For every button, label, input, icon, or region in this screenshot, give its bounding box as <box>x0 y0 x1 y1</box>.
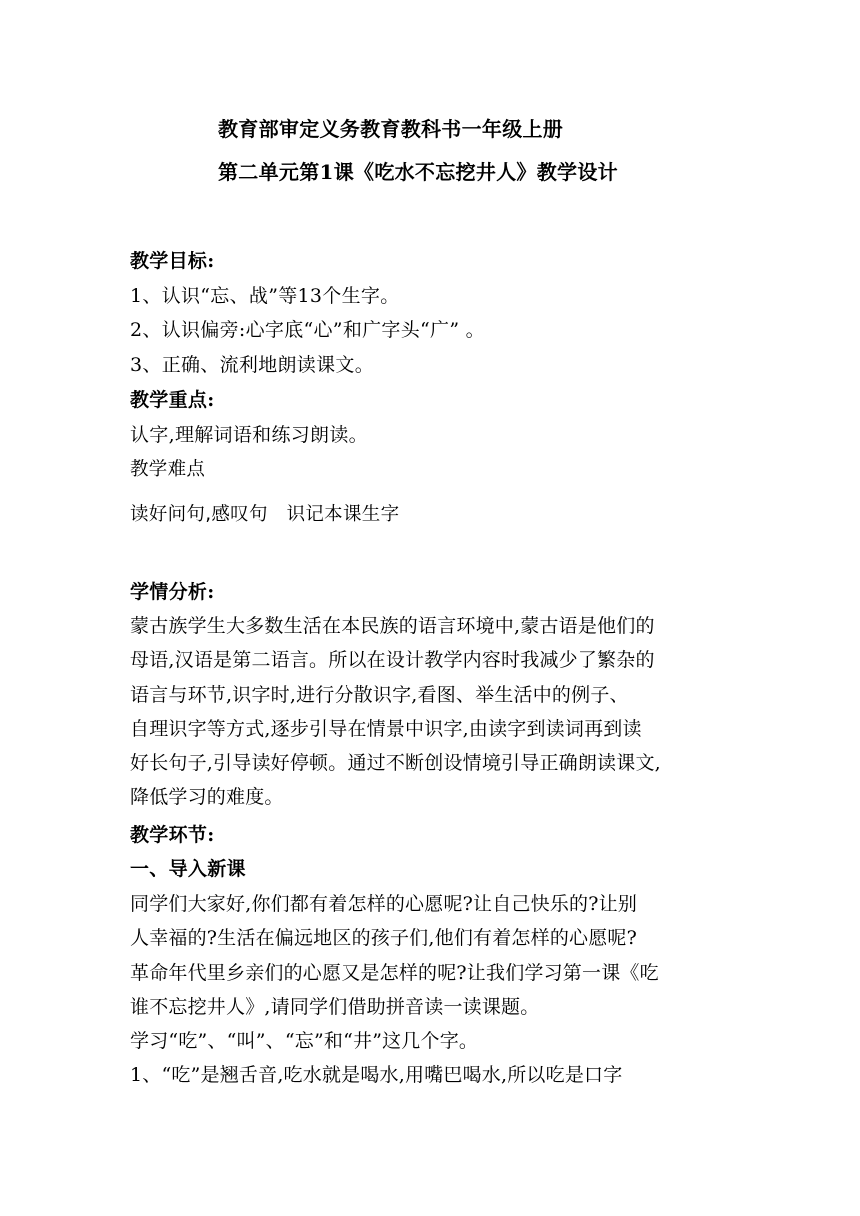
key-points-text: 认字,理解词语和练习朗读。 <box>130 424 368 446</box>
intro-line: 学习“吃”、“叫”、“忘”和“井”这几个字。 <box>130 1030 479 1053</box>
intro-line: 同学们大家好,你们都有着怎样的心愿呢?让自己快乐的?让别 <box>130 893 638 915</box>
analysis-line: 好长句子,引导读好停顿。通过不断创设情境引导正确朗读课文, <box>130 752 661 775</box>
objective-item: 3、正确、流利地朗读课文。 <box>130 354 374 376</box>
intro-paragraph <box>130 887 730 1093</box>
analysis-line: 母语,汉语是第二语言。所以在设计教学内容时我减少了繁杂的 <box>130 649 655 672</box>
steps-heading: 教学环节: <box>130 824 215 846</box>
analysis-line: 降低学习的难度。 <box>130 786 284 809</box>
objective-item: 1、认识“忘、战”等13个生字。 <box>130 285 400 307</box>
analysis-line: 语言与环节,识字时,进行分散识字,看图、举生活中的例子、 <box>130 683 629 706</box>
analysis-line: 蒙古族学生大多数生活在本民族的语言环境中,蒙古语是他们的 <box>130 615 655 637</box>
objectives-heading: 教学目标: <box>130 250 215 272</box>
difficulties-heading: 教学难点 <box>130 459 206 480</box>
difficulties-text: 读好问句,感叹句 识记本课生字 <box>130 504 400 525</box>
section-heading-intro: 一、导入新课 <box>130 858 246 880</box>
intro-line: 谁不忘挖井人》,请同学们借助拼音读一读课题。 <box>130 995 540 1018</box>
intro-line: 革命年代里乡亲们的心愿又是怎样的呢?让我们学习第一课《吃 <box>130 961 659 984</box>
analysis-heading: 学情分析: <box>130 581 215 603</box>
analysis-paragraph <box>130 609 730 815</box>
document-title-line-1: 教育部审定义务教育教科书一年级上册 <box>218 117 564 141</box>
document-title-line-2: 第二单元第1课《吃水不忘挖井人》教学设计 <box>218 160 618 184</box>
key-points-heading: 教学重点: <box>130 389 215 411</box>
intro-line: 人幸福的?生活在偏远地区的孩子们,他们有着怎样的心愿呢? <box>130 927 638 950</box>
intro-line: 1、“吃”是翘舌音,吃水就是喝水,用嘴巴喝水,所以吃是口字 <box>130 1064 623 1087</box>
analysis-line: 自理识字等方式,逐步引导在情景中识字,由读字到读词再到读 <box>130 717 642 740</box>
objective-item: 2、认识偏旁:心字底“心”和广字头“广” 。 <box>130 319 485 341</box>
